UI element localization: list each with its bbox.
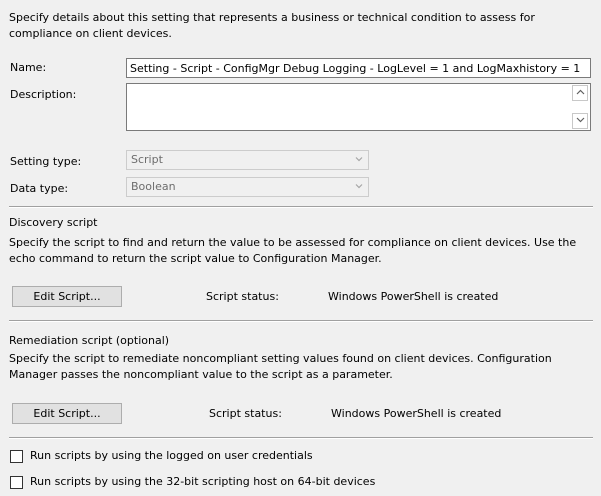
setting-type-select [126,150,369,170]
name-label: Name: [10,61,47,74]
discovery-description: Specify the script to find and return the value to be assessed for compliance on client devices. Use the echo command to return the script value to Configuration Manager. [9,236,577,265]
remediation-description: Specify the script to remediate noncompliant setting values found on client devices. Configuration Manager passes the noncompliant value to the script as a parameter. [9,352,552,381]
name-field[interactable]: Setting - Script - ConfigMgr Debug Logging - LogLevel = 1 and LogMaxhistory = 1 [126,58,591,78]
setting-type-value: Script [131,153,163,166]
data-type-label: Data type: [10,182,69,195]
chevron-down-icon [354,154,364,169]
section-divider [9,320,593,322]
chevron-down-icon [354,181,364,196]
discovery-status-label: Script status: [206,290,279,303]
logged-on-credentials-label[interactable]: Run scripts by using the logged on user credentials [30,449,313,462]
section-divider [9,437,593,439]
discovery-heading: Discovery script [9,216,98,229]
discovery-status-value: Windows PowerShell is created [328,290,499,303]
32bit-host-checkbox[interactable] [10,476,23,489]
setting-type-label: Setting type: [10,155,82,168]
logged-on-credentials-checkbox[interactable] [10,450,23,463]
remediation-edit-script-button[interactable]: Edit Script... [12,403,122,424]
discovery-edit-script-button[interactable]: Edit Script... [12,286,122,307]
remediation-status-value: Windows PowerShell is created [331,407,502,420]
description-scrollbar[interactable] [571,85,589,129]
remediation-status-label: Script status: [209,407,282,420]
remediation-heading: Remediation script (optional) [9,334,170,347]
data-type-select [126,177,369,197]
data-type-value: Boolean [131,180,176,193]
description-field[interactable] [126,83,591,131]
chevron-down-icon[interactable] [572,113,588,129]
32bit-host-label[interactable]: Run scripts by using the 32-bit scripting host on 64-bit devices [30,475,376,488]
section-divider [9,206,593,208]
chevron-up-icon[interactable] [572,85,588,101]
description-label: Description: [10,88,77,101]
intro-text: Specify details about this setting that represents a business or technical condition to assess for compliance on client devices. [9,11,535,40]
